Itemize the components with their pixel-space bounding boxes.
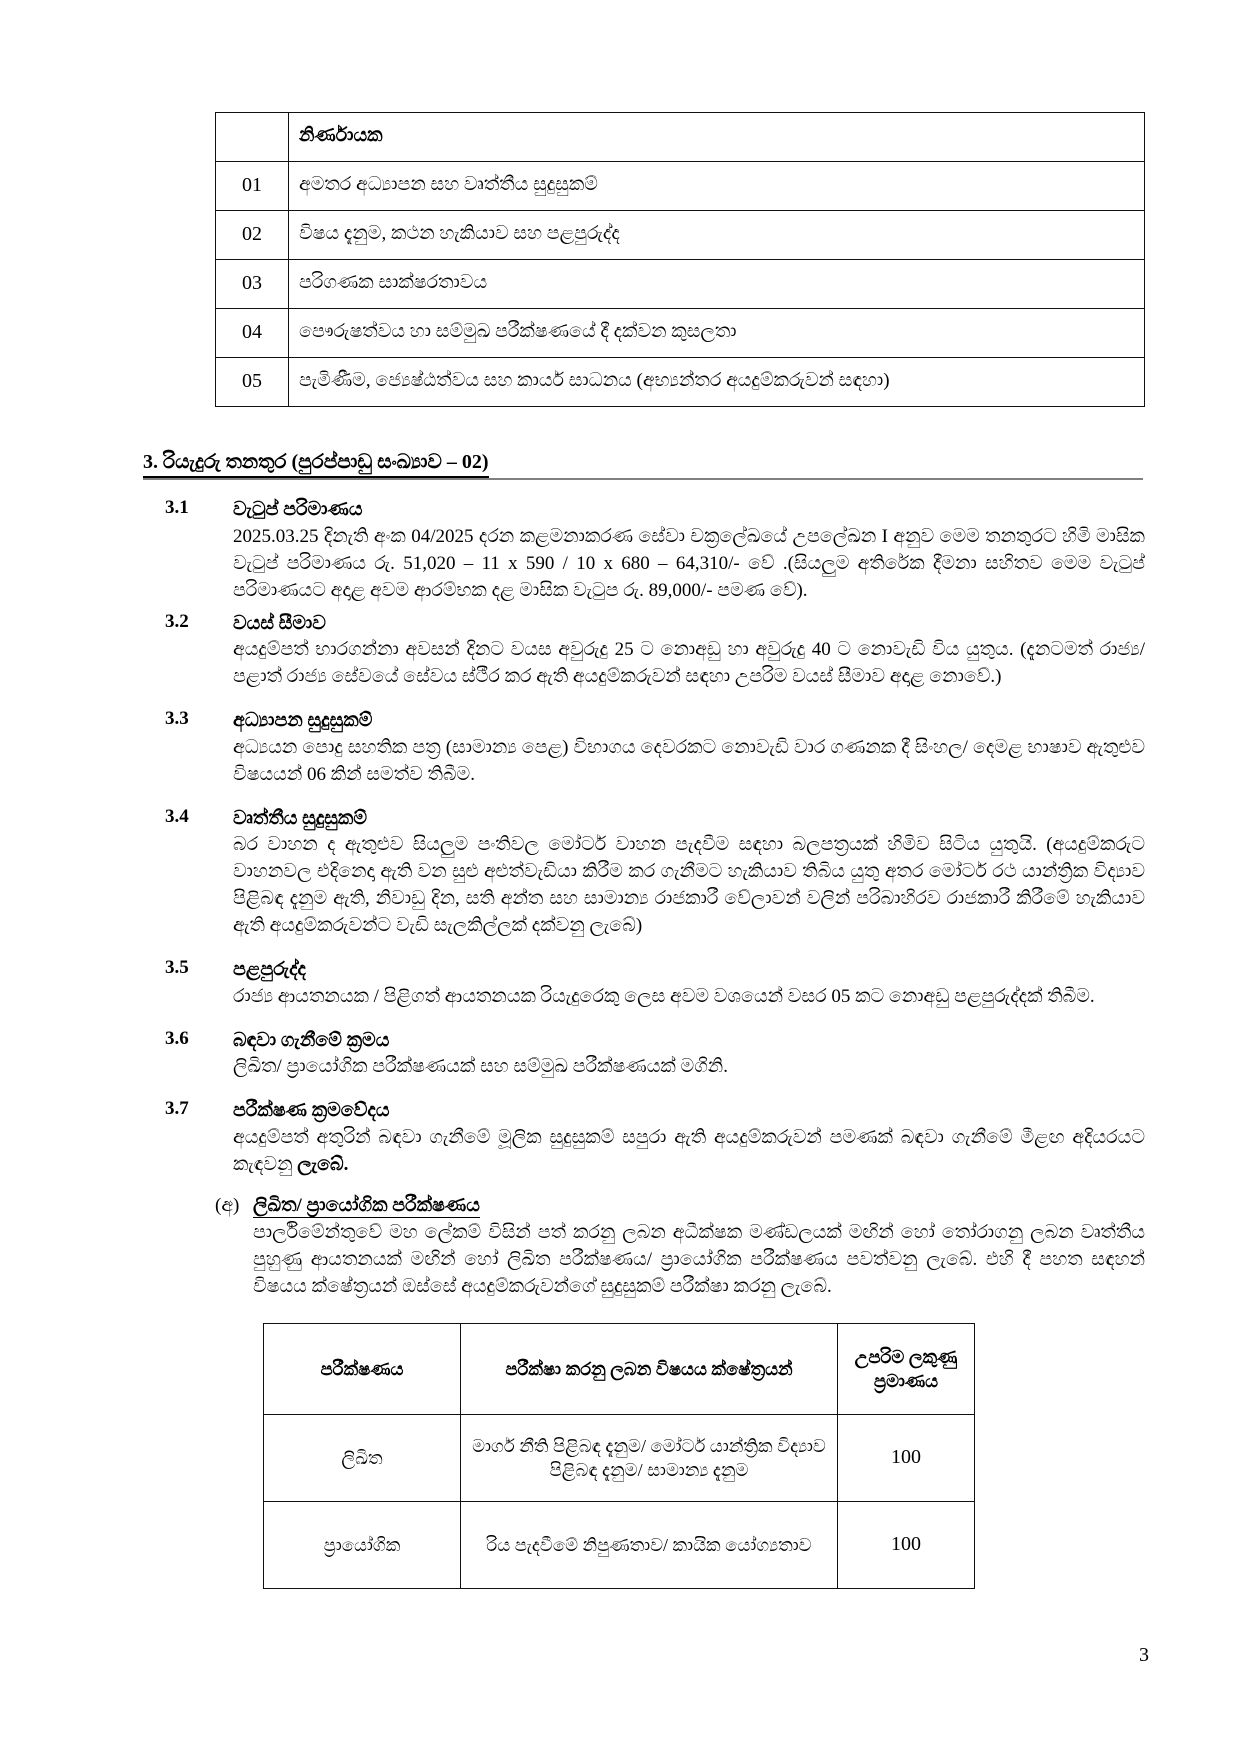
criteria-table [215, 112, 1145, 407]
table-row [216, 162, 1145, 211]
exam-cell-areas: මාර්ග නීති පිළිබඳ දැනුම/ මෝටර් යාන්ත්‍රික විද්‍යාව පිළිබඳ දැනුම/ සාමාන්‍ය දැනුම [461, 1414, 838, 1501]
table-header-row [216, 113, 1145, 162]
exam-cell-name: ලිඛිත [264, 1414, 461, 1501]
clause-body: රාජ්‍ය ආයතනයක / පිළිගත් ආයතනයක රියැදුරෙකු ලෙස අවම වශයෙන් වසර 05 කට නොඅඩු පළපුරුද්දක් තිබීම. [233, 985, 1095, 1007]
clause-number: 3.7 [165, 1098, 189, 1120]
exam-col-header-exam: පරීක්ෂණය [264, 1323, 461, 1414]
table-row [264, 1501, 975, 1588]
clause-body: අධ්‍යයන පොදු සහතික පත්‍ර (සාමාන්‍ය පෙළ) විභාගය දෙවරකට නොවැඩි වාර ගණනක දී සිංහල/ දෙමළ භාෂාව ඇතුළුව විෂයයන් 06 කින් සමත්ව තිබීම. [233, 736, 1145, 785]
clause-body-composite [233, 1125, 1145, 1179]
table-row [216, 211, 1145, 260]
criteria-row-label: විෂය දැනුම, කථන හැකියාව සහ පළපුරුද්ද [289, 211, 1145, 260]
criteria-header-label: නිර්ණායක [289, 113, 1145, 162]
criteria-row-num: 05 [216, 358, 289, 407]
page-number: 3 [1139, 1644, 1149, 1666]
heading-divider [143, 478, 1143, 480]
clause-title: වයස් සීමාව [233, 612, 326, 634]
subitem-title-wrap [253, 1195, 1145, 1218]
clause-body: බර වාහන ද ඇතුළුව සියලුම පංතිවල මෝටර් වාහන පැදවීම සඳහා බලපත්‍රයක් හිමිව සිටිය යුතුයි. (අයදුම්කරුට වාහනවල එදිනෙදා ඇති වන සුළු අළුත්වැඩියා කිරීම කර ගැනීමට හැකියාව තිබිය යුතු අතර මෝටර් රථ යාන්ත්‍රික විද්‍යාව පිළිබඳ දැනුම ඇති, නිවාඩු දින, සති අන්ත සහ සාමාන්‍ය රාජකාරී වේලාවන් වලින් පරිබාහිරව රාජකාරී කිරීමේ හැකියාව ඇති අයදුම්කරුවන්ට වැඩි සැලකිල්ලක් දක්වනු ලැබේ) [233, 834, 1145, 937]
clause-3-5 [133, 957, 1145, 1011]
clause-number: 3.6 [165, 1027, 189, 1049]
exam-cell-marks: 100 [838, 1501, 975, 1588]
clause-title: වැටුප් පරිමාණය [233, 499, 363, 520]
exam-cell-name: ප්‍රායෝගික [264, 1501, 461, 1588]
subitem-letter: (අ) [215, 1195, 240, 1217]
exam-col-header-areas: පරීක්ෂා කරනු ලබන විෂයය ක්ෂේත්‍රයන් [461, 1323, 838, 1414]
clause-3-7 [133, 1098, 1145, 1179]
clause-3-6 [133, 1028, 1145, 1082]
subitem-a [133, 1195, 1145, 1589]
clause-number: 3.5 [165, 957, 189, 979]
criteria-row-label: පරිගණක සාක්ෂරතාවය [289, 260, 1145, 309]
table-row [264, 1414, 975, 1501]
page-content [133, 112, 1145, 1589]
clause-body: අයදුම්පත් භාරගන්නා අවසන් දිනට වයස අවුරුදු 25 ට නොඅඩු හා අවුරුදු 40 ට නොවැඩි විය යුතුය. (දැනටමත් රාජ්‍ය/ පළාත් රාජ්‍ය සේවයේ සේවය ස්ථීර කර ඇති අයදුම්කරුවන් සඳහා උපරිම වයස් සීමාව අදාළ නොවේ.) [233, 639, 1145, 688]
clause-number: 3.3 [165, 708, 189, 730]
subitem-title: ලිඛිත/ ප්‍රායෝගික පරීක්ෂණය [253, 1195, 480, 1217]
clause-number: 3.2 [165, 610, 189, 632]
section-heading: 3. රියැදුරු තනතුර (පුරප්පාඩු සංඛ්‍යාව – 02) [143, 451, 489, 478]
table-row [216, 358, 1145, 407]
clause-3-4 [133, 806, 1145, 941]
exam-cell-areas: රිය පැදවීමේ නිපුණතාව/ කායික යෝග්‍යතාව [461, 1501, 838, 1588]
exam-col-header-marks: උපරිම ලකුණු ප්‍රමාණය [838, 1323, 975, 1414]
clause-body: ලිඛිත/ ප්‍රායෝගික පරීක්ෂණයක් සහ සම්මුඛ පරීක්ෂණයක් මගිනි. [233, 1056, 728, 1078]
clause-number: 3.4 [165, 805, 189, 827]
exam-cell-marks: 100 [838, 1414, 975, 1501]
criteria-row-num: 04 [216, 309, 289, 358]
clause-body-text: අයදුම්පත් අතුරින් බඳවා ගැනීමේ මූලික සුදුසුකම් සපුරා ඇති අයදුම්කරුවන් පමණක් බඳවා ගැනීමේ මීළඟ අදියරයට කැඳවනු [233, 1127, 1145, 1176]
table-row [216, 260, 1145, 309]
exam-table-header-row [264, 1323, 975, 1414]
clause-title: පළපුරුද්ද [233, 959, 306, 981]
criteria-row-label: පැමිණීම, ජ්‍යෙෂ්ඨත්වය සහ කාර්ය සාධනය (අභ්‍යන්තර අයදුම්කරුවන් සඳහා) [289, 358, 1145, 407]
clause-title: පරීක්ෂණ ක්‍රමවේදය [233, 1100, 390, 1122]
criteria-row-num: 02 [216, 211, 289, 260]
criteria-row-label: පෞරුෂත්වය හා සම්මුඛ පරීක්ෂණයේ දී දක්වන කුසලතා [289, 309, 1145, 358]
clause-title: අධ්‍යාපන සුදුසුකම් [233, 710, 373, 732]
criteria-row-label: අමතර අධ්‍යාපන සහ වෘත්තීය සුදුසුකම් [289, 162, 1145, 211]
criteria-row-num: 01 [216, 162, 289, 211]
table-row [216, 309, 1145, 358]
subitem-body: පාර්ලිමේන්තුවේ මහ ලේකම් විසින් පත් කරනු ලබන අධීක්ෂක මණ්ඩලයක් මඟින් හෝ තෝරාගනු ලබන වෘත්තීය පුහුණු ආයතනයක් මඟින් හෝ ලිඛිත පරීක්ෂණය/ ප්‍රායෝගික පරීක්ෂණය පවත්වනු ලැබේ. එහි දී පහත සඳහන් විෂයය ක්ෂේත්‍රයන් ඔස්සේ අයදුම්කරුවන්ගේ සුදුසුකම් පරීක්ෂා කරනු ලැබේ. [253, 1222, 1145, 1297]
section-heading-wrap [133, 407, 1145, 478]
clause-number: 3.1 [165, 497, 189, 518]
exam-table [263, 1323, 975, 1589]
clause-3-3 [133, 708, 1145, 789]
clause-3-2 [133, 611, 1145, 692]
clause-body-emphasis: ලැබේ. [297, 1154, 349, 1176]
clause-title: වෘත්තීය සුදුසුකම් [233, 807, 368, 829]
criteria-header-num [216, 113, 289, 162]
clause-body: 2025.03.25 දිනැති අංක 04/2025 දරන කළමනාකරණ සේවා චක්‍රලේඛයේ උපලේඛන I අනුව මෙම තනතුරට හිමි මාසික වැටුප් පරිමාණය රු. 51,020 – 11 x 590 / 10 x 680 – 64,310/- වේ .(සියලුම අතිරේක දීමනා සහිතව මෙම වැටුප් පරිමාණයට අදාළ අවම ආරම්භක දළ මාසික වැටුප රු. 89,000/- පමණ වේ). [233, 525, 1145, 601]
criteria-row-num: 03 [216, 260, 289, 309]
clause-3-1 [133, 497, 1145, 605]
clause-title: බඳවා ගැනීමේ ක්‍රමය [233, 1029, 390, 1051]
